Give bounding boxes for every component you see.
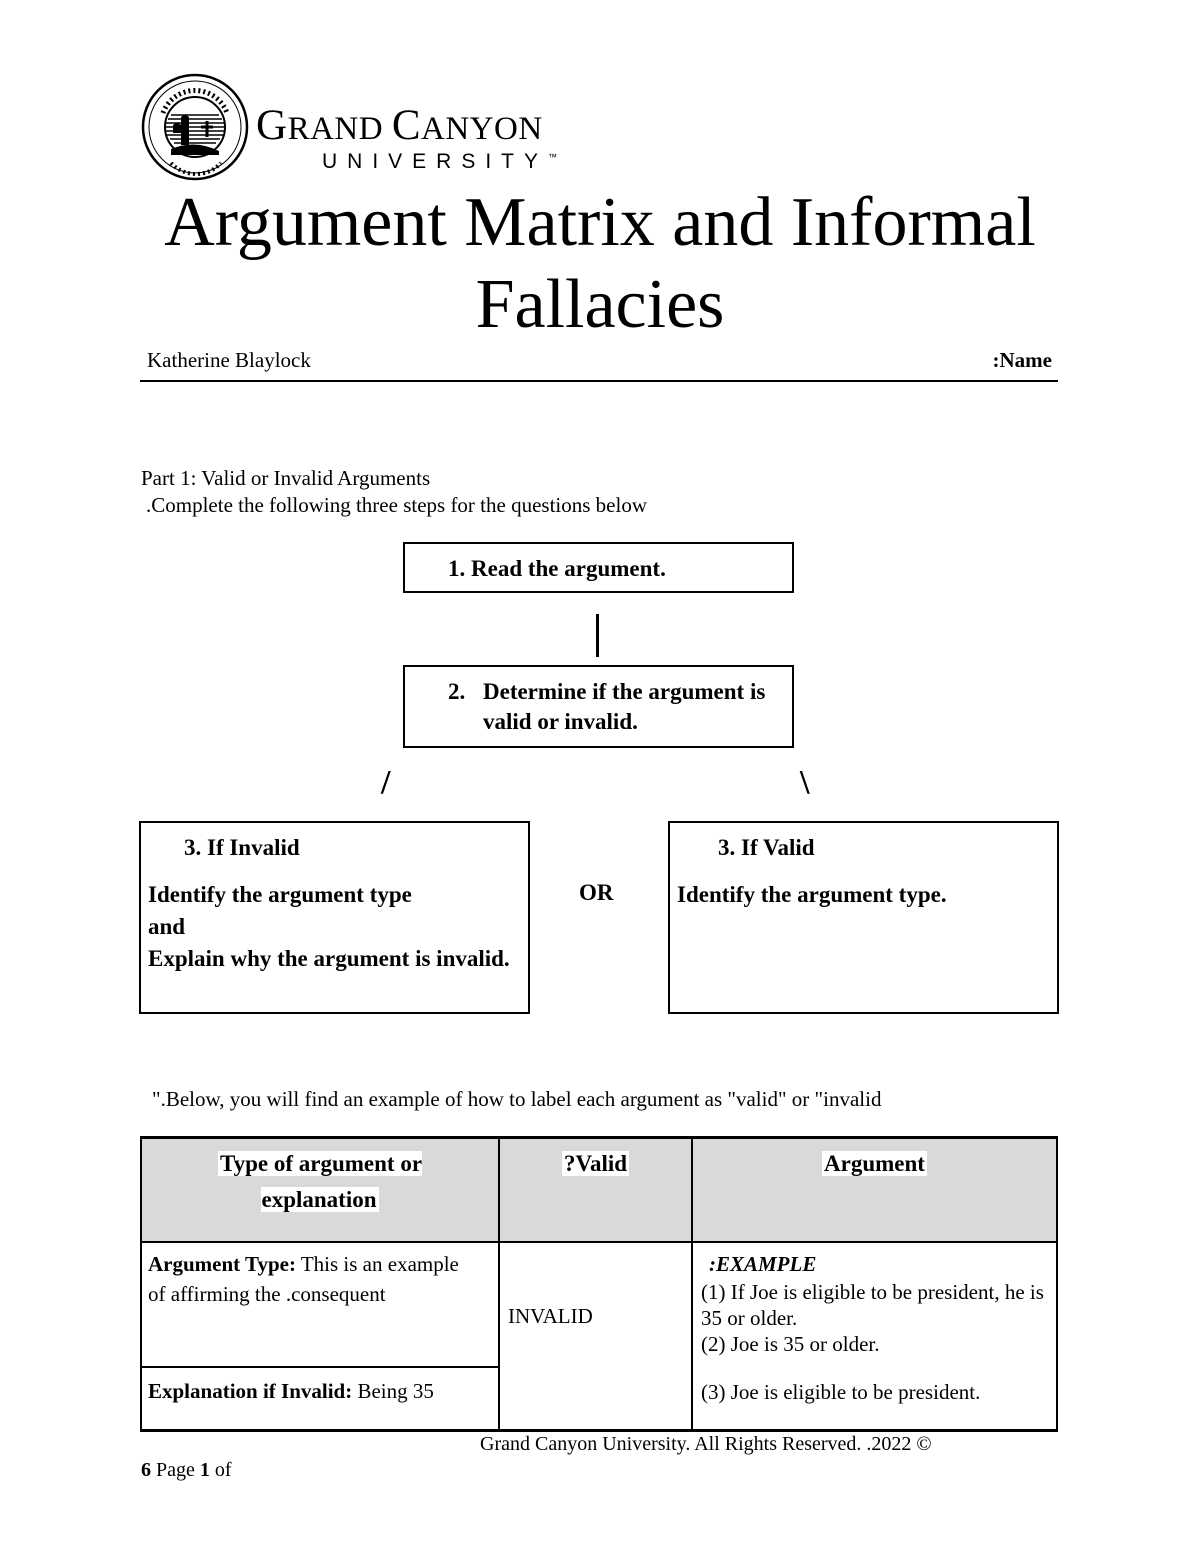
valid-body — [677, 879, 1049, 911]
flow-or-label: OR — [579, 880, 614, 905]
university-wordmark: GRAND CANYON — [256, 102, 543, 149]
flow-step-2-box — [403, 665, 794, 748]
flow-branch-right: \ — [800, 764, 810, 801]
table-cell-argument-type: Argument Type: This is an example of affirming the .consequent — [148, 1252, 459, 1306]
table-border-right — [1056, 1136, 1058, 1432]
example-premise-2: (2) Joe is 35 or older. — [701, 1332, 880, 1356]
part1-heading: Part 1: Valid or Invalid Arguments — [141, 466, 431, 490]
flow-invalid-box — [139, 821, 530, 1014]
invalid-heading: 3. If Invalid — [184, 835, 300, 860]
page-title — [140, 182, 1060, 346]
part1-instructions: .Complete the following three steps for the questions below — [146, 493, 647, 517]
table-header-valid: ?Valid — [563, 1151, 628, 1176]
valid-heading: 3. If Valid — [718, 835, 815, 860]
example-label: :EXAMPLE — [709, 1252, 817, 1276]
invalid-body — [148, 879, 520, 975]
invalid-line-3: Explain why the argument is invalid. — [148, 946, 510, 971]
flow-step-2-text: Determine if the argument is valid or invalid. — [483, 679, 766, 734]
flow-step-1-text: 1. Read the argument. — [448, 556, 666, 581]
invalid-line-2: and — [148, 914, 186, 939]
flow-step-2-number: 2. — [448, 679, 466, 704]
table-header-divider — [140, 1241, 1058, 1243]
table-cell-explanation: Explanation if Invalid: Being 35 — [148, 1379, 434, 1403]
flow-step-1-box — [403, 542, 794, 593]
table-cell-argument — [701, 1249, 1051, 1405]
invalid-line-1: Identify the argument type — [148, 882, 412, 907]
university-seal-logo — [141, 73, 249, 181]
flow-connector-line — [596, 614, 599, 657]
name-underline-divider — [140, 380, 1058, 382]
example-conclusion: (3) Joe is eligible to be president. — [701, 1380, 981, 1404]
name-field-label: :Name — [992, 348, 1052, 372]
example-premise-1: (1) If Joe is eligible to be president, he is 35 or older. — [701, 1280, 1044, 1330]
flow-valid-box — [668, 821, 1059, 1014]
valid-line-1: Identify the argument type. — [677, 882, 947, 907]
table-row-divider — [140, 1366, 499, 1368]
table-header-type: Type of argument or explanation — [219, 1151, 423, 1212]
student-name-value: Katherine Blaylock — [147, 348, 311, 372]
table-cell-valid-value: INVALID — [508, 1304, 593, 1328]
university-subline: UNIVERSITY™ — [322, 150, 558, 173]
title-line-2: Fallacies — [475, 266, 725, 343]
example-table — [140, 1136, 1058, 1432]
footer-page-number: 6 Page 1 of — [141, 1459, 232, 1481]
footer-copyright: Grand Canyon University. All Rights Reserved. .2022 © — [480, 1433, 932, 1455]
table-border-left — [140, 1136, 142, 1432]
example-intro-text: ".Below, you will find an example of how to label each argument as "valid" or "invalid — [152, 1087, 882, 1111]
table-border-bottom — [140, 1429, 1058, 1432]
table-header-argument: Argument — [824, 1151, 925, 1176]
flow-branch-left: / — [381, 764, 391, 801]
table-border-top — [140, 1136, 1058, 1139]
title-line-1: Argument Matrix and Informal — [164, 184, 1036, 261]
